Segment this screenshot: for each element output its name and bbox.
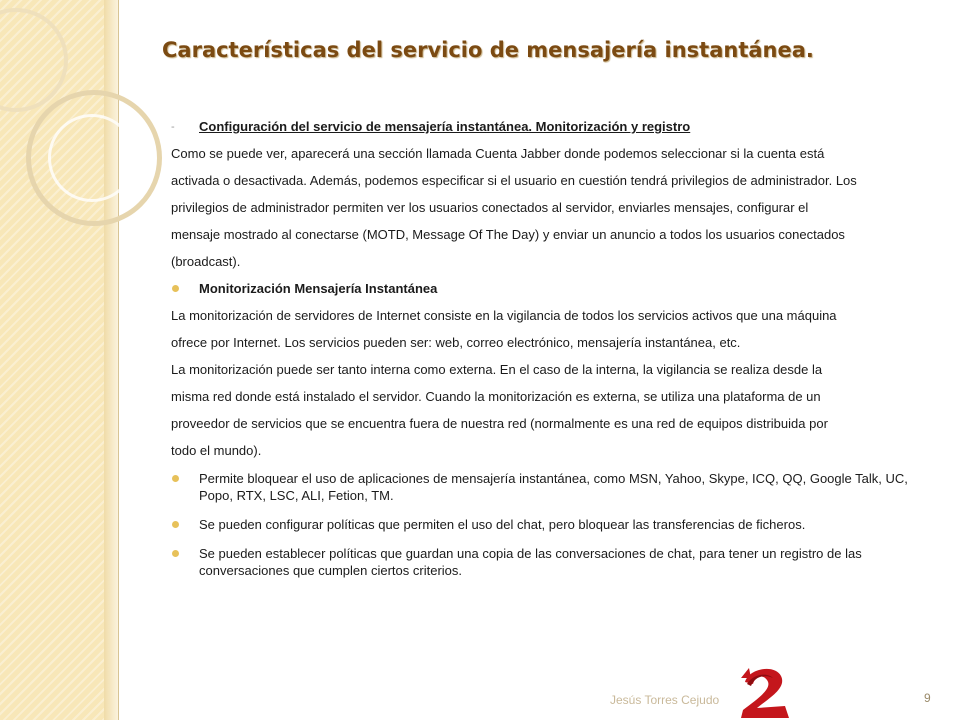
body-line: mensaje mostrado al conectarse (MOTD, Message Of The Day) y enviar un anuncio a todos los usuarios conectados	[171, 227, 845, 242]
body-line: (broadcast).	[171, 254, 241, 269]
section-heading-configuracion	[171, 114, 926, 140]
section-body-configuracion	[171, 140, 926, 275]
section-heading-text: Configuración del servicio de mensajería instantánea. Monitorización y registro	[199, 119, 691, 134]
body-line: privilegios de administrador permiten ver los usuarios conectados al servidor, enviarles mensajes, configurar el	[171, 200, 809, 215]
slide-title: Características del servicio de mensajería instantánea.	[162, 38, 814, 62]
body-line: proveedor de servicios que se encuentra fuera de nuestra red (normalmente es una red de equipos distribuida por	[171, 416, 828, 431]
body-line: misma red donde está instalado el servidor. Cuando la monitorización es externa, se utiliza una plataforma de un	[171, 389, 821, 404]
list-item-text: Permite bloquear el uso de aplicaciones de mensajería instantánea, como MSN, Yahoo, Skype, ICQ, QQ, Google Talk, UC, Popo, RTX, LSC, ALI, Fetion, TM.	[199, 471, 908, 503]
feature-list	[171, 470, 926, 579]
list-item	[171, 470, 926, 504]
bullet-dot-icon	[172, 285, 179, 292]
list-item-text: Se pueden establecer políticas que guardan una copia de las conversaciones de chat, para tener un registro de las conversaciones que cumplen ciertos criterios.	[199, 546, 862, 578]
red-number-two-logo-icon	[735, 664, 795, 720]
slide-content	[171, 114, 926, 591]
body-line: ofrece por Internet. Los servicios pueden ser: web, correo electrónico, mensajería instantánea, etc.	[171, 335, 741, 350]
bullet-dot-icon	[172, 550, 179, 557]
footer-author: Jesús Torres Cejudo	[610, 693, 720, 707]
list-item	[171, 516, 926, 533]
list-item	[171, 545, 926, 579]
decorative-ring-inner	[48, 114, 136, 202]
bullet-dot-icon	[172, 475, 179, 482]
section-heading-monitorizacion	[171, 275, 926, 302]
body-line: todo el mundo).	[171, 443, 262, 458]
section-body-monitorizacion	[171, 302, 926, 464]
page-number: 9	[924, 691, 931, 705]
bullet-dot-icon	[172, 521, 179, 528]
section-heading-text: Monitorización Mensajería Instantánea	[199, 281, 438, 296]
body-line: Como se puede ver, aparecerá una sección llamada Cuenta Jabber donde podemos seleccionar si la cuenta está	[171, 146, 825, 161]
dash-bullet-icon: -	[171, 121, 175, 133]
list-item-text: Se pueden configurar políticas que permiten el uso del chat, pero bloquear las transferencias de ficheros.	[199, 517, 806, 532]
body-line: La monitorización de servidores de Internet consiste en la vigilancia de todos los servicios activos que una máquina	[171, 308, 837, 323]
body-line: activada o desactivada. Además, podemos especificar si el usuario en cuestión tendrá privilegios de administrador. Los	[171, 173, 857, 188]
body-line: La monitorización puede ser tanto interna como externa. En el caso de la interna, la vigilancia se realiza desde la	[171, 362, 823, 377]
